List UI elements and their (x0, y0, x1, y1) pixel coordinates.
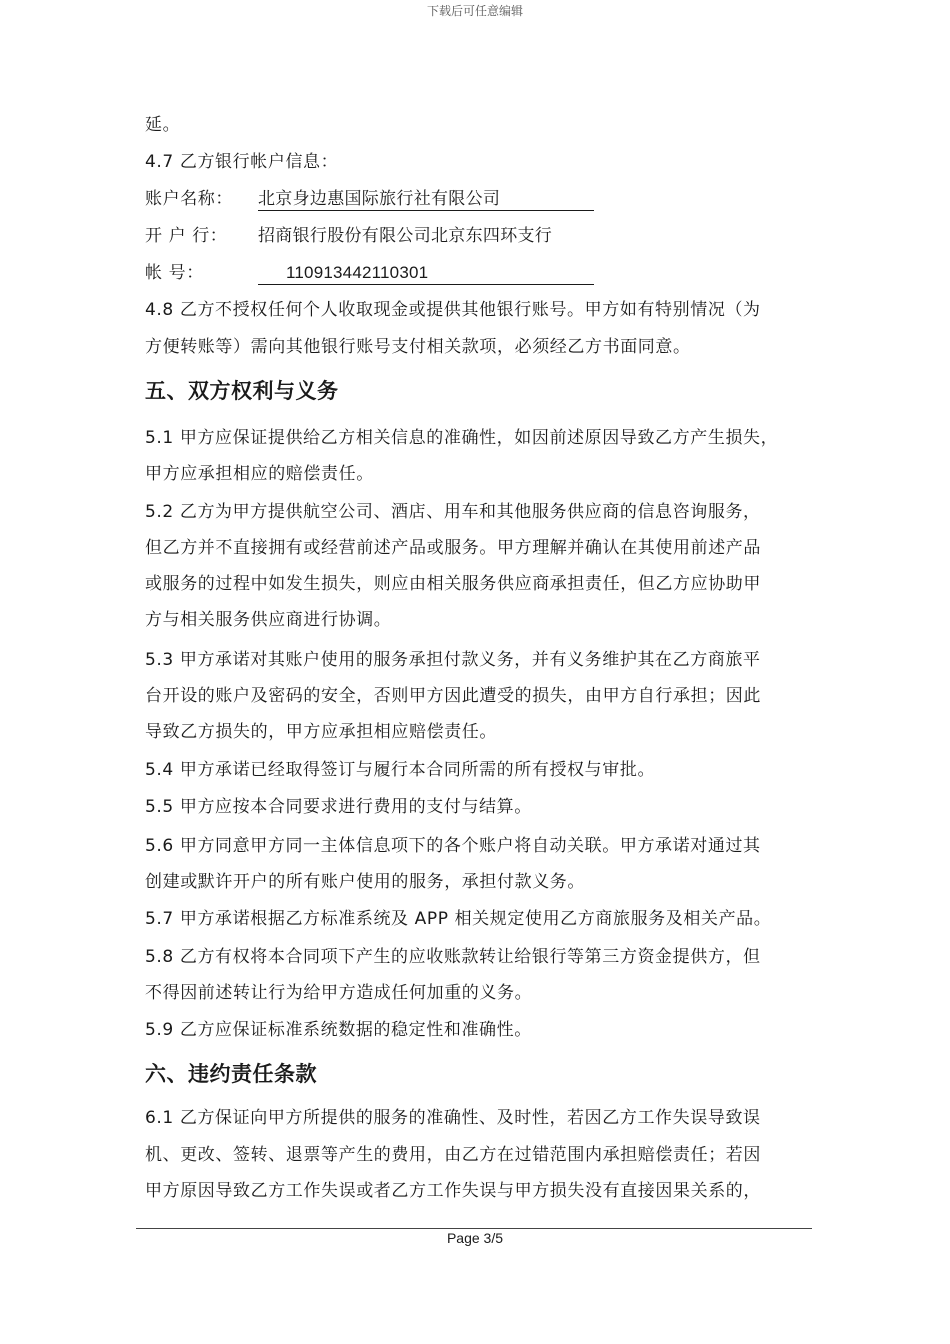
paragraph-line: 不得因前述转让行为给甲方造成任何加重的义务。 (145, 983, 533, 1003)
clause-5-2: 5.2 乙方为甲方提供航空公司、酒店、用车和其他服务供应商的信息咨询服务， (145, 502, 761, 522)
paragraph-line: 机、更改、签转、退票等产生的费用，由乙方在过错范围内承担赔偿责任；若因 (145, 1145, 761, 1165)
clause-5-9: 5.9 乙方应保证标准系统数据的稳定性和准确性。 (145, 1020, 532, 1040)
paragraph-line: 甲方原因导致乙方工作失误或者乙方工作失误与甲方损失没有直接因果关系的， (145, 1181, 761, 1201)
clause-5-8: 5.8 乙方有权将本合同项下产生的应收账款转让给银行等第三方资金提供方，但 (145, 947, 761, 967)
paragraph-line: 但乙方并不直接拥有或经营前述产品或服务。甲方理解并确认在其使用前述产品 (145, 538, 761, 558)
clause-5-1: 5.1 甲方应保证提供给乙方相关信息的准确性，如因前述原因导致乙方产生损失， (145, 428, 779, 448)
account-number-value: 110913442110301 (258, 262, 594, 285)
paragraph-line: 创建或默许开户的所有账户使用的服务，承担付款义务。 (145, 872, 585, 892)
clause-5-3: 5.3 甲方承诺对其账户使用的服务承担付款义务，并有义务维护其在乙方商旅平 (145, 650, 761, 670)
account-name-label: 账户名称： (145, 189, 233, 209)
clause-5-5: 5.5 甲方应按本合同要求进行费用的支付与结算。 (145, 797, 532, 817)
paragraph-line: 或服务的过程中如发生损失，则应由相关服务供应商承担责任，但乙方应协助甲 (145, 574, 761, 594)
clause-4-7: 4.7 乙方银行帐户信息： (145, 152, 339, 172)
section-heading-5: 五、双方权利与义务 (145, 379, 339, 403)
clause-5-4: 5.4 甲方承诺已经取得签订与履行本合同所需的所有授权与审批。 (145, 760, 656, 780)
clause-5-6: 5.6 甲方同意甲方同一主体信息项下的各个账户将自动关联。甲方承诺对通过其 (145, 836, 761, 856)
page-number: Page 3/5 (446, 1230, 504, 1246)
account-bank-value: 招商银行股份有限公司北京东四环支行 (258, 226, 553, 246)
paragraph-line: 方与相关服务供应商进行协调。 (145, 610, 392, 630)
paragraph-line: 导致乙方损失的，甲方应承担相应赔偿责任。 (145, 722, 497, 742)
account-name-value: 北京身边惠国际旅行社有限公司 (258, 188, 594, 211)
section-heading-6: 六、违约责任条款 (145, 1062, 317, 1086)
account-number-label: 帐 号： (145, 263, 204, 283)
clause-5-7: 5.7 甲方承诺根据乙方标准系统及 APP 相关规定使用乙方商旅服务及相关产品。 (145, 909, 772, 929)
paragraph-line: 方便转账等）需向其他银行账号支付相关款项，必须经乙方书面同意。 (145, 337, 691, 357)
account-bank-label: 开 户 行： (145, 226, 228, 246)
top-note: 下载后可任意编辑 (426, 4, 523, 18)
paragraph-line: 台开设的账户及密码的安全，否则甲方因此遭受的损失，由甲方自行承担；因此 (145, 686, 761, 706)
clause-6-1: 6.1 乙方保证向甲方所提供的服务的准确性、及时性，若因乙方工作失误导致误 (145, 1108, 761, 1128)
clause-4-8: 4.8 乙方不授权任何个人收取现金或提供其他银行账号。甲方如有特别情况（为 (145, 300, 761, 320)
paragraph-line: 延。 (145, 115, 181, 135)
footer-divider (136, 1228, 812, 1229)
paragraph-line: 甲方应承担相应的赔偿责任。 (145, 464, 374, 484)
